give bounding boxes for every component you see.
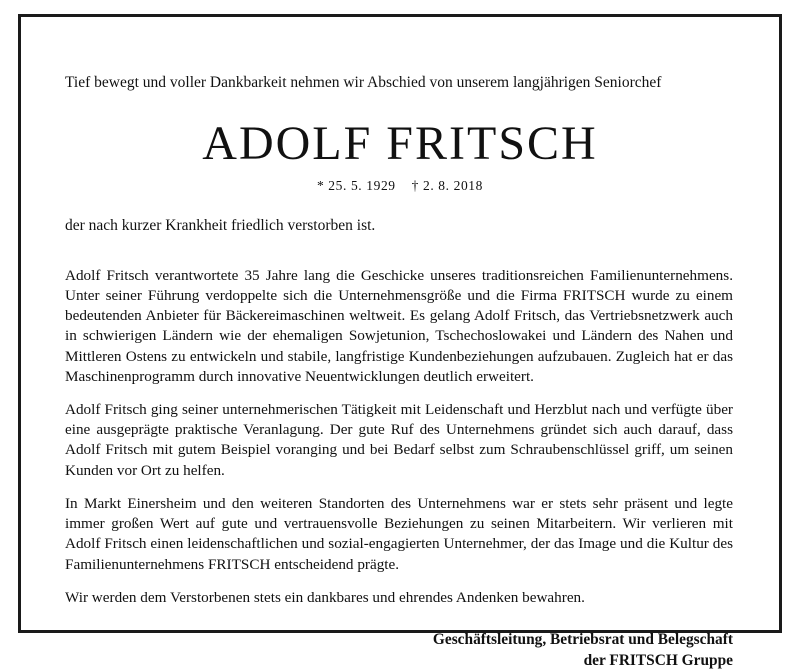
- tribute-paragraph: Adolf Fritsch ging seiner unternehmerischen Tätigkeit mit Leidenschaft und Herzblut nach und verfügte über eine ausgeprägte praktische Veranlagung. Der gute Ruf des Unternehmens gründet sich auch darauf, dass Adolf Fritsch mit gutem Beispiel voranging und bei Bedarf selbst zum Schraubenschlüssel griff, um seinen Kunden vor Ort zu helfen.: [65, 400, 733, 479]
- name-block: [45, 119, 755, 193]
- tribute-body: [45, 266, 755, 608]
- signature-line-primary: Geschäftsleitung, Betriebsrat und Belegschaft: [432, 630, 733, 648]
- death-date: † 2. 8. 2018: [411, 177, 483, 193]
- tribute-paragraph: Wir werden dem Verstorbenen stets ein dankbares und ehrendes Andenken bewahren.: [65, 588, 585, 606]
- signature-line-secondary: der FRITSCH Gruppe: [583, 651, 733, 669]
- life-dates: [45, 178, 755, 194]
- birth-date: * 25. 5. 1929: [316, 177, 396, 193]
- obituary-notice-card: [18, 14, 782, 669]
- deceased-name: ADOLF FRITSCH: [202, 117, 598, 171]
- opening-line: Tief bewegt und voller Dankbarkeit nehmen wir Abschied von unserem langjährigen Seniorchef: [65, 74, 662, 91]
- passing-line: der nach kurzer Krankheit friedlich verstorben ist.: [65, 216, 376, 234]
- obituary-content: [21, 17, 779, 669]
- tribute-paragraph: In Markt Einersheim und den weiteren Standorten des Unternehmens war er stets sehr präsent und legte immer großen Wert auf gute und vertrauensvolle Beziehungen zu seinen Mitarbeitern. Wir verlieren mit Adolf Fritsch einen leidenschaftlichen und sozial-engagierten Unternehmer, der das Image und die Kultur des Familienunternehmens FRITSCH entscheidend prägte.: [65, 494, 733, 573]
- signature-block: [45, 630, 755, 672]
- tribute-paragraph: Adolf Fritsch verantwortete 35 Jahre lang die Geschicke unseres traditionsreichen Familienunternehmens. Unter seiner Führung verdoppelte sich die Unternehmensgröße und die Firma FRITSCH wurde zu einem bedeutenden Anbieter für Bäckereimaschinen weltweit. Es gelang Adolf Fritsch, das Vertriebsnetzwerk auch in schwierigen Ländern wie der ehemaligen Sowjetunion, Tschechoslowakei und Ländern des Nahen und Mittleren Ostens zu entwickeln und stabile, langfristige Kundenbeziehungen aufzubauen. Zugleich hat er das Maschinenprogramm durch innovative Neuentwicklungen deutlich erweitert.: [65, 266, 733, 385]
